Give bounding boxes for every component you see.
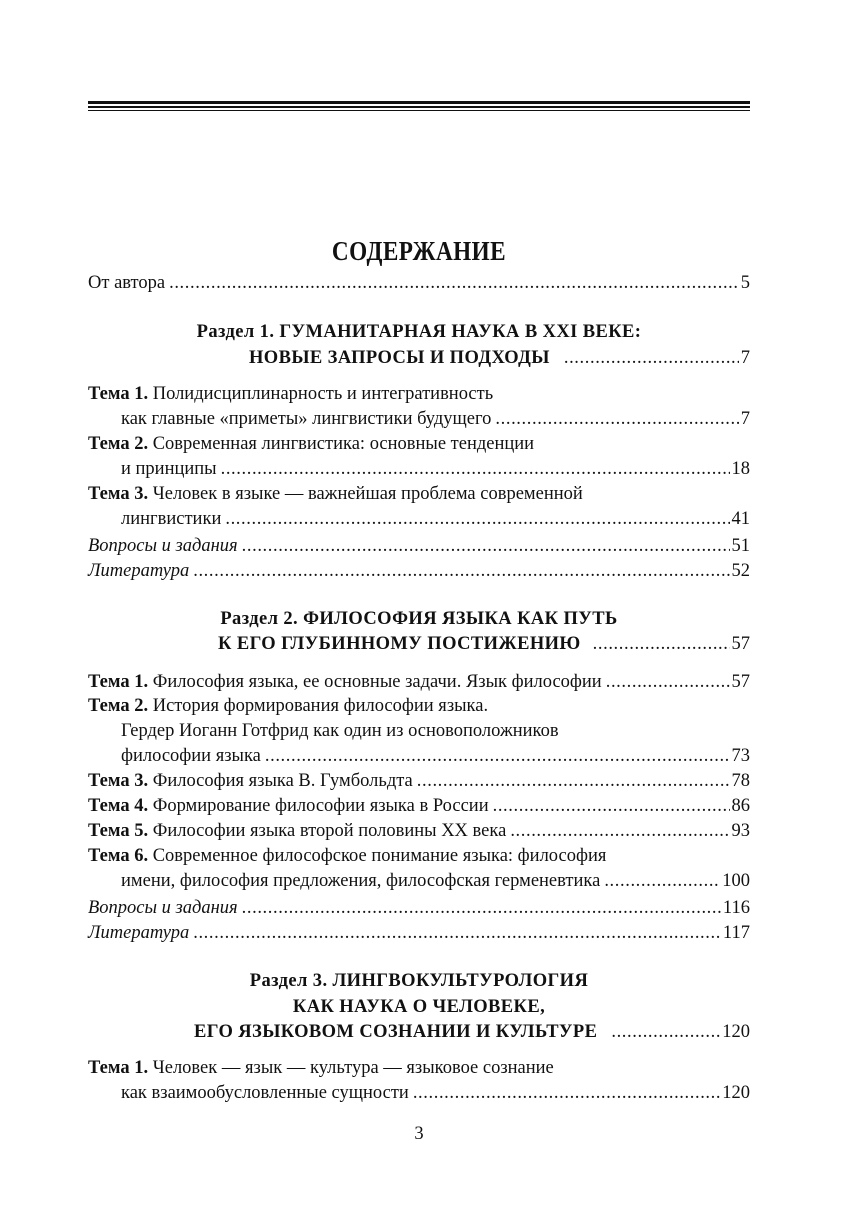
toc-entry-s1-t3[interactable]: Тема 3. Человек в языке — важнейшая проблема современной xyxy=(88,484,583,504)
dot-leader xyxy=(242,534,730,559)
dot-leader xyxy=(417,769,730,794)
toc-entry-s3-t1-cont[interactable]: как взаимообусловленные сущности ..... 120 xyxy=(88,1081,750,1106)
toc-entry-s2-questions[interactable]: Вопросы и задания ..... 116 xyxy=(88,896,750,921)
page-number: 116 xyxy=(722,898,750,918)
page-number: 57 xyxy=(731,672,750,692)
dot-leader xyxy=(493,794,730,819)
dot-leader xyxy=(242,896,721,921)
page-number: 120 xyxy=(722,1022,750,1042)
dot-leader xyxy=(510,819,729,844)
page-number: 93 xyxy=(731,821,750,841)
section-1-heading[interactable]: Раздел 1. ГУМАНИТАРНАЯ НАУКА В XXI ВЕКЕ: xyxy=(196,322,642,342)
page-number: 117 xyxy=(722,923,750,943)
toc-entry-foreword[interactable] xyxy=(88,271,750,296)
dot-leader xyxy=(169,271,739,296)
page-number: 41 xyxy=(731,509,750,529)
page-number: 100 xyxy=(722,871,750,891)
page-number: 51 xyxy=(731,536,750,556)
toc-entry-s1-literature[interactable]: Литература ..... 52 xyxy=(88,559,750,584)
dot-leader xyxy=(265,744,730,769)
section-2-heading-line2[interactable]: К ЕГО ГЛУБИННОМУ ПОСТИЖЕНИЮ ..... 57 xyxy=(88,632,750,657)
page-number: 7 xyxy=(740,348,750,368)
page-number: 57 xyxy=(731,634,750,654)
toc-entry-s1-t3-cont[interactable]: лингвистики ..... 41 xyxy=(88,507,750,532)
toc-entry-s2-t2-cont2[interactable]: философии языка ..... 73 xyxy=(88,744,750,769)
toc-entry-s2-t3[interactable]: Тема 3. Философия языка В. Гумбольдта ..... 78 xyxy=(88,769,750,794)
dot-leader xyxy=(221,457,730,482)
header-rule-medium xyxy=(88,106,750,108)
section-1-heading-line2[interactable]: НОВЫЕ ЗАПРОСЫ И ПОДХОДЫ ..... 7 xyxy=(88,346,750,371)
dot-leader xyxy=(413,1081,720,1106)
toc-entry-s2-t6[interactable]: Тема 6. Современное философское понимание языка: философия xyxy=(88,846,607,866)
section-3-heading-line3[interactable]: ЕГО ЯЗЫКОВОМ СОЗНАНИИ И КУЛЬТУРЕ ..... 120 xyxy=(88,1020,750,1045)
section-3-heading[interactable]: Раздел 3. ЛИНГВОКУЛЬТУРОЛОГИЯ xyxy=(249,971,589,991)
toc-entry-s1-t2-cont[interactable]: и принципы ..... 18 xyxy=(88,457,750,482)
dot-leader xyxy=(606,670,730,695)
toc-entry-s2-t1[interactable]: Тема 1. Философия языка, ее основные задачи. Язык философии ..... 57 xyxy=(88,670,750,695)
section-3-heading-line2[interactable]: КАК НАУКА О ЧЕЛОВЕКЕ, xyxy=(292,997,546,1017)
page-folio: 3 xyxy=(414,1124,424,1144)
dot-leader xyxy=(193,921,721,946)
page-number: 78 xyxy=(731,771,750,791)
header-rule-thick xyxy=(88,101,750,104)
toc-entry-s2-t6-cont[interactable]: имени, философия предложения, философская герменевтика ..... 100 xyxy=(88,869,750,894)
page-number: 52 xyxy=(731,561,750,581)
toc-entry-s1-t2[interactable]: Тема 2. Современная лингвистика: основные тенденции xyxy=(88,434,535,454)
toc-entry-s1-questions[interactable]: Вопросы и задания ..... 51 xyxy=(88,534,750,559)
entry-label: От автора xyxy=(88,273,166,293)
toc-entry-s2-t2[interactable]: Тема 2. История формирования философии языка. xyxy=(88,696,489,716)
dot-leader xyxy=(604,869,720,894)
header-rule-thin xyxy=(88,110,750,111)
dot-leader xyxy=(193,559,729,584)
page-number: 18 xyxy=(731,459,750,479)
toc-entry-s2-t4[interactable]: Тема 4. Формирование философии языка в России ..... 86 xyxy=(88,794,750,819)
toc-entry-s2-literature[interactable]: Литература ..... 117 xyxy=(88,921,750,946)
dot-leader xyxy=(564,346,739,371)
toc-entry-s2-t5[interactable]: Тема 5. Философии языка второй половины XX века ..... 93 xyxy=(88,819,750,844)
dot-leader xyxy=(593,632,730,657)
page-title: СОДЕРЖАНИЕ xyxy=(331,236,507,266)
toc-entry-s1-t1[interactable]: Тема 1. Полидисциплинарность и интегративность xyxy=(88,384,494,404)
dot-leader xyxy=(225,507,729,532)
dot-leader xyxy=(495,407,738,432)
page-number: 120 xyxy=(722,1083,750,1103)
page-number: 5 xyxy=(740,273,750,293)
section-2-heading[interactable]: Раздел 2. ФИЛОСОФИЯ ЯЗЫКА КАК ПУТЬ xyxy=(220,609,618,629)
page-number: 86 xyxy=(731,796,750,816)
page-number: 73 xyxy=(731,746,750,766)
page-number: 7 xyxy=(740,409,750,429)
toc-entry-s3-t1[interactable]: Тема 1. Человек — язык — культура — языковое сознание xyxy=(88,1058,554,1078)
dot-leader xyxy=(611,1020,720,1045)
toc-entry-s2-t2-cont[interactable]: Гердер Иоганн Готфрид как один из основоположников xyxy=(121,721,559,741)
toc-entry-s1-t1-cont[interactable]: как главные «приметы» лингвистики будущего ..... 7 xyxy=(88,407,750,432)
